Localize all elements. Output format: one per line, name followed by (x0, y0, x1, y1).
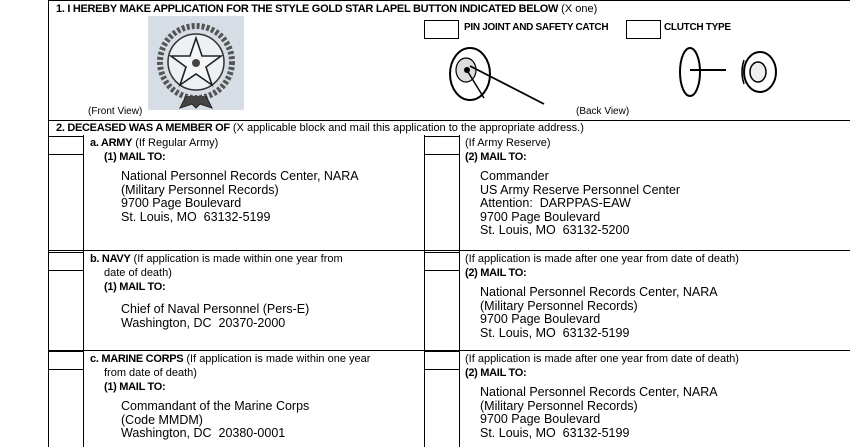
army-address-right: Commander US Army Reserve Personnel Center Attention: DARPPAS-EAW 9700 Page Boulevard St. Louis, MO 63132-5200 (480, 169, 681, 237)
army-label: a. ARMY (If Regular Army) (90, 137, 219, 149)
marine-mail-to-right: (2) MAIL TO: (465, 367, 527, 379)
section2-heading: 2. DECEASED WAS A MEMBER OF (X applicable block and mail this application to the appropriate address.) (56, 122, 584, 134)
front-view-caption: (Front View) (88, 106, 143, 117)
army-address-left: National Personnel Records Center, NARA (Military Personnel Records) 9700 Page Boulevard St. Louis, MO 63132-5199 (121, 169, 359, 224)
navy-after-year-checkbox[interactable] (424, 252, 460, 271)
section-divider (48, 120, 850, 121)
left-border (48, 0, 49, 447)
army-mail-to-left: (1) MAIL TO: (104, 151, 166, 163)
marine-note-right: (If application is made after one year from date of death) (465, 353, 739, 365)
clutch-back-image (670, 42, 780, 102)
navy-note-line2: date of death) (104, 267, 172, 279)
army-bottom-rule (48, 250, 850, 251)
army-regular-checkbox[interactable] (48, 136, 84, 155)
navy-note-right: (If application is made after one year from date of death) (465, 253, 739, 265)
navy-address-right: National Personnel Records Center, NARA (Military Personnel Records) 9700 Page Boulevard St. Louis, MO 63132-5199 (480, 285, 718, 340)
marine-note-line2: from date of death) (104, 367, 197, 379)
gold-star-front-image (148, 16, 244, 110)
marine-label: c. MARINE CORPS (If application is made within one year (90, 353, 371, 365)
back-view-caption: (Back View) (576, 106, 630, 117)
right-box-col-line (459, 135, 460, 447)
section1-heading: 1. I HEREBY MAKE APPLICATION FOR THE STYLE GOLD STAR LAPEL BUTTON INDICATED BELOW (X one) (56, 3, 598, 15)
navy-address-left: Chief of Naval Personnel (Pers-E) Washington, DC 20370-2000 (121, 302, 310, 330)
marine-address-right: National Personnel Records Center, NARA (Military Personnel Records) 9700 Page Boulevard St. Louis, MO 63132-5199 (480, 385, 718, 440)
mid-border-army (424, 135, 425, 447)
pin-joint-checkbox[interactable] (424, 20, 459, 39)
clutch-type-checkbox[interactable] (626, 20, 661, 39)
pin-joint-back-image (440, 40, 550, 110)
marine-mail-to-left: (1) MAIL TO: (104, 381, 166, 393)
army-note-right: (If Army Reserve) (465, 137, 551, 149)
marine-after-year-checkbox[interactable] (424, 351, 460, 370)
marine-address-left: Commandant of the Marine Corps (Code MMDM) Washington, DC 20380-0001 (121, 399, 310, 440)
clutch-type-label: CLUTCH TYPE (664, 22, 731, 33)
top-rule (48, 0, 850, 1)
marine-within-year-checkbox[interactable] (48, 351, 84, 370)
army-reserve-checkbox[interactable] (424, 136, 460, 155)
navy-within-year-checkbox[interactable] (48, 252, 84, 271)
army-mail-to-right: (2) MAIL TO: (465, 151, 527, 163)
navy-label: b. NAVY (If application is made within one year from (90, 253, 343, 265)
pin-joint-label: PIN JOINT AND SAFETY CATCH (464, 22, 609, 33)
navy-mail-to-right: (2) MAIL TO: (465, 267, 527, 279)
left-box-col-line (83, 135, 84, 447)
navy-mail-to-left: (1) MAIL TO: (104, 281, 166, 293)
